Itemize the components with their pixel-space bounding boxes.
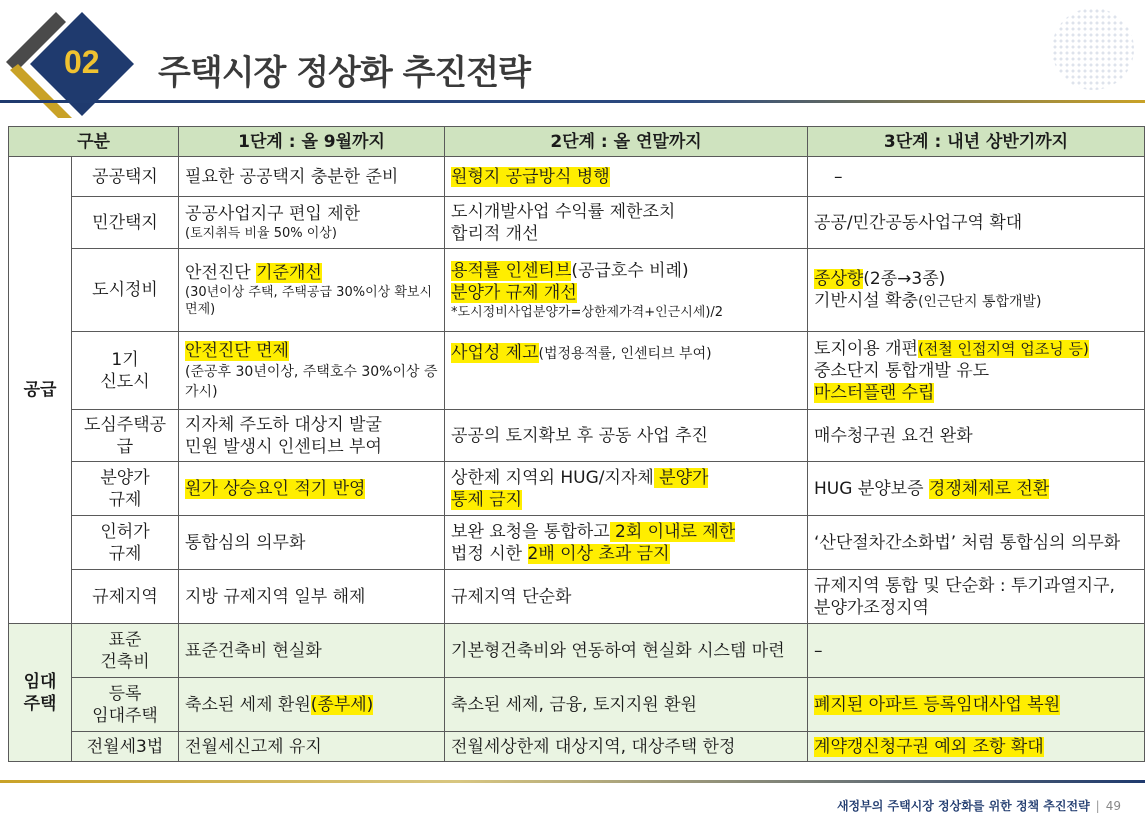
cell-note: (준공후 30년이상, 주택호수 30%이상 증가시) — [185, 363, 438, 400]
category-rental — [9, 624, 72, 762]
highlight: 2회 이내로 제한 — [609, 521, 736, 542]
decorative-dot-pattern — [1052, 8, 1134, 90]
highlight: 폐지된 아파트 등록임대사업 복원 — [814, 694, 1061, 715]
cell-line: (2종→3종) — [863, 268, 946, 289]
subcategory: 도시정비 — [72, 249, 179, 332]
table-row — [9, 197, 1145, 249]
footer — [837, 797, 1121, 814]
col-header-stage1: 1단계 : 올 9월까지 — [179, 127, 445, 157]
subcategory-line: 임대주택 — [92, 705, 158, 726]
subcategory-line: 분양가 — [100, 467, 150, 488]
cell: 공공의 토지확보 후 공동 사업 추진 — [445, 410, 808, 462]
subcategory-line: 인허가 — [100, 521, 150, 542]
subcategory — [72, 332, 179, 410]
subcategory-line: 등록 — [108, 683, 142, 704]
footer-divider — [0, 780, 1145, 783]
subcategory-line: 1기 — [111, 349, 139, 370]
category-supply: 공급 — [9, 157, 72, 624]
table-row — [9, 410, 1145, 462]
col-header-stage2: 2단계 : 올 연말까지 — [445, 127, 808, 157]
cell-line: 상한제 지역외 HUG/지자체 — [451, 467, 654, 488]
cell-line: 민원 발생시 인센티브 부여 — [185, 436, 382, 457]
cell — [808, 332, 1145, 410]
cell — [808, 732, 1145, 762]
cell-line: 보완 요청을 통합하고 — [451, 521, 610, 542]
cell-line: 안전진단 — [185, 263, 257, 283]
cell: ‘산단절차간소화법’ 처럼 통합심의 의무화 — [808, 516, 1145, 570]
page-title: 주택시장 정상화 추진전략 — [158, 53, 530, 93]
cell-line: (공급호수 비례) — [571, 260, 689, 281]
cell — [445, 197, 808, 249]
cell-line: 축소된 세제 환원 — [185, 694, 311, 715]
cell-note: (토지취득 비율 50% 이상) — [185, 226, 337, 241]
subcategory: 전월세3법 — [72, 732, 179, 762]
highlight: 사업성 제고 — [451, 343, 539, 363]
table-row — [9, 678, 1145, 732]
table-row — [9, 624, 1145, 678]
highlight: 계약갱신청구권 예외 조항 확대 — [814, 736, 1044, 757]
highlight: 안전진단 면제 — [185, 340, 289, 361]
cell — [179, 678, 445, 732]
subcategory-line: 건축비 — [100, 651, 150, 672]
subcategory-line: 신도시 — [100, 371, 150, 392]
table-row — [9, 332, 1145, 410]
subcategory — [72, 624, 179, 678]
footer-title: 새정부의 주택시장 정상화를 위한 정책 추진전략 — [836, 799, 1090, 813]
table-header-row — [9, 127, 1145, 157]
highlight: 용적률 인센티브 — [451, 260, 572, 281]
cell — [179, 410, 445, 462]
table-row — [9, 462, 1145, 516]
cell-line: 분양가조정지역 — [814, 597, 929, 618]
cell — [179, 197, 445, 249]
highlight: (전철 인접지역 업조닝 등) — [917, 339, 1089, 358]
footer-separator: | — [1095, 799, 1100, 813]
subcategory-line: 표준 — [108, 629, 142, 650]
cell: 지방 규제지역 일부 해제 — [179, 570, 445, 624]
cell-line: HUG 분양보증 — [814, 478, 929, 499]
subcategory: 규제지역 — [72, 570, 179, 624]
highlight: 마스터플랜 수립 — [814, 382, 935, 403]
highlight: 2배 이상 초과 금지 — [527, 543, 670, 564]
cell — [445, 332, 808, 410]
cell — [808, 570, 1145, 624]
cell: 표준건축비 현실화 — [179, 624, 445, 678]
cell: – — [808, 157, 1145, 197]
cell: 기본형건축비와 연동하여 현실화 시스템 마련 — [445, 624, 808, 678]
cell-line: 합리적 개선 — [451, 223, 539, 244]
cell-note: (법정용적률, 인센티브 부여) — [538, 346, 712, 362]
cell-line: 지자체 주도하 대상지 발굴 — [185, 414, 382, 435]
highlight: 원형지 공급방식 병행 — [451, 166, 610, 187]
subcategory: 도심주택공급 — [72, 410, 179, 462]
cell: – — [808, 624, 1145, 678]
cell — [445, 462, 808, 516]
cell: 공공/민간공동사업구역 확대 — [808, 197, 1145, 249]
cell-line: 토지이용 개편 — [814, 338, 918, 359]
cell — [808, 462, 1145, 516]
cell: 전월세상한제 대상지역, 대상주택 한정 — [445, 732, 808, 762]
cell — [179, 462, 445, 516]
table-row — [9, 249, 1145, 332]
cell-line: 기반시설 확충 — [814, 290, 918, 311]
section-number: 02 — [64, 44, 100, 80]
subcategory: 민간택지 — [72, 197, 179, 249]
cell — [445, 157, 808, 197]
cell — [179, 249, 445, 332]
subcategory — [72, 462, 179, 516]
cell — [808, 678, 1145, 732]
highlight: 기준개선 — [256, 263, 322, 283]
cell-line: 규제지역 통합 및 단순화 : 투기과열지구, — [814, 575, 1115, 596]
cell: 통합심의 의무화 — [179, 516, 445, 570]
cell: 매수청구권 요건 완화 — [808, 410, 1145, 462]
highlight: 분양가 규제 개선 — [451, 282, 577, 303]
header-divider — [0, 100, 1145, 103]
cell — [808, 249, 1145, 332]
cell: 전월세신고제 유지 — [179, 732, 445, 762]
cell-line: 중소단지 통합개발 유도 — [814, 360, 990, 381]
subcategory-line: 규제 — [108, 543, 142, 564]
subcategory: 공공택지 — [72, 157, 179, 197]
cell — [445, 249, 808, 332]
cell: 규제지역 단순화 — [445, 570, 808, 624]
cell: 필요한 공공택지 충분한 준비 — [179, 157, 445, 197]
subcategory — [72, 516, 179, 570]
cell-line: 법정 시한 — [451, 543, 528, 564]
table-row — [9, 570, 1145, 624]
cell-note: *도시정비사업분양가=상한제가격+인근시세)/2 — [451, 304, 724, 320]
cell — [179, 332, 445, 410]
highlight: 경쟁체제로 전환 — [928, 478, 1050, 499]
highlight: 분양가 — [653, 467, 709, 488]
highlight: (종부세) — [310, 694, 374, 715]
cell: 축소된 세제, 금융, 토지지원 환원 — [445, 678, 808, 732]
table-row — [9, 157, 1145, 197]
subcategory — [72, 678, 179, 732]
page-number: 49 — [1105, 799, 1121, 813]
category-line: 주택 — [23, 693, 57, 714]
cell-line: 도시개발사업 수익률 제한조치 — [451, 201, 676, 222]
cell-note: (인근단지 통합개발) — [917, 293, 1042, 310]
section-badge — [0, 0, 150, 130]
cell-note: (30년이상 주택, 주택공급 30%이상 확보시 면제) — [185, 285, 432, 317]
strategy-table — [8, 126, 1145, 762]
table-row — [9, 516, 1145, 570]
table-row — [9, 732, 1145, 762]
subcategory-line: 규제 — [108, 489, 142, 510]
highlight: 종상향 — [814, 268, 864, 289]
highlight: 통제 금지 — [451, 489, 523, 510]
category-line: 임대 — [23, 671, 57, 692]
col-header-stage3: 3단계 : 내년 상반기까지 — [808, 127, 1145, 157]
cell — [445, 516, 808, 570]
col-header-category: 구분 — [9, 127, 179, 157]
highlight: 원가 상승요인 적기 반영 — [185, 478, 366, 499]
cell-line: 공공사업지구 편입 제한 — [185, 204, 361, 224]
